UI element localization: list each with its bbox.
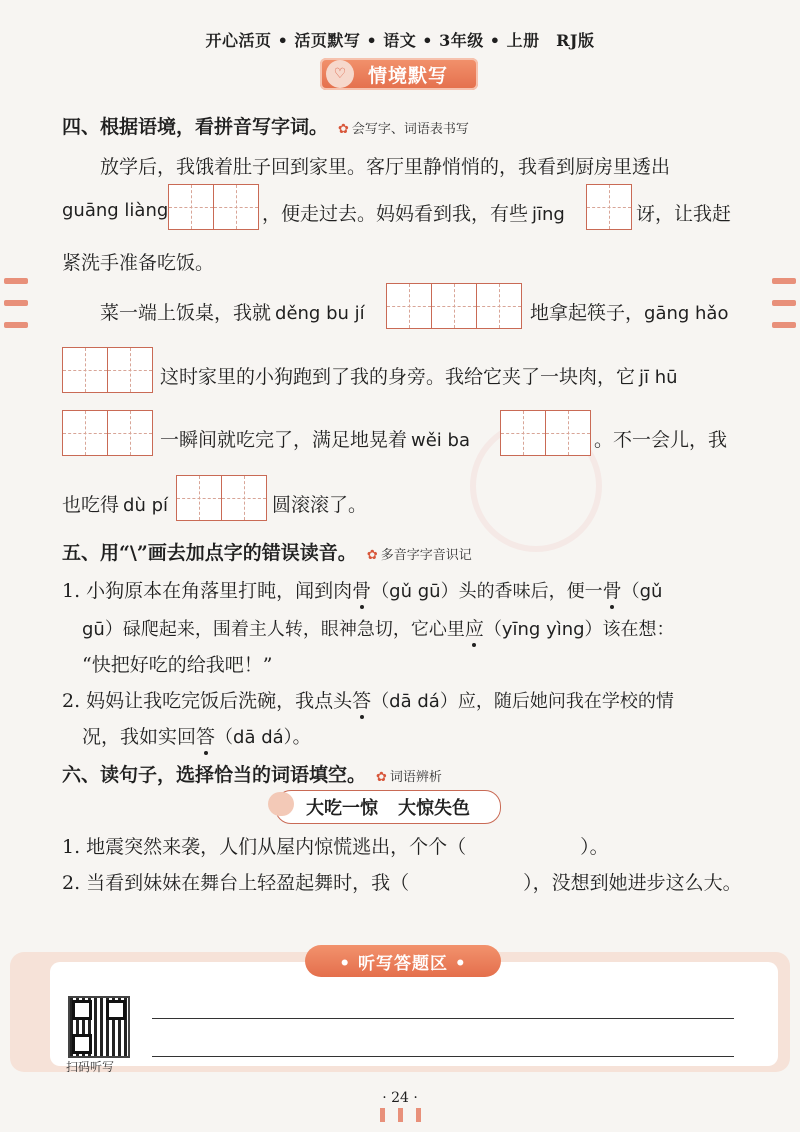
- passage-line-7b: 圆滚滚了。: [272, 494, 368, 516]
- side-mark: [772, 278, 796, 284]
- banner-title: 情境默写: [368, 64, 449, 87]
- q5-item-1b: gū）碌爬起来，围着主人转，眼神急切，它心里应（yīng yìng）该在想：: [82, 618, 675, 640]
- side-mark: [772, 322, 796, 328]
- passage-line-6: 一瞬间就吃完了，满足地晃着 wěi ba: [160, 429, 470, 451]
- page-mark: [380, 1108, 385, 1122]
- listen-panel-inner: [50, 962, 778, 1066]
- answer-grid-ganghao[interactable]: [62, 347, 153, 393]
- page-mark: [416, 1108, 421, 1122]
- section6-title: 六、读句子，选择恰当的词语填空。 ✿ 词语辨析: [62, 764, 442, 786]
- passage-line-3: 紧洗手准备吃饭。: [62, 252, 215, 274]
- section4-tag: ✿ 会写字、词语表书写: [338, 122, 469, 137]
- q5-item-2: 2. 妈妈让我吃完饭后洗碗，我点头答（dā dá）应，随后她问我在学校的情: [62, 690, 674, 712]
- section4-title: 四、根据语境，看拼音写字词。 ✿ 会写字、词语表书写: [62, 116, 469, 138]
- q5-item-1: 1. 小狗原本在角落里打盹，闻到肉骨（gǔ gū）头的香味后，便一骨（gǔ: [62, 580, 663, 602]
- q5-item-1c: “快把好吃的给我吧！”: [82, 654, 273, 676]
- qr-code-icon[interactable]: [68, 996, 130, 1058]
- passage-line-2: guāng liàng: [62, 200, 169, 221]
- listen-title: • 听写答题区 •: [305, 945, 501, 977]
- page-header: 开心活页 • 活页默写 • 语文 • 3年级 • 上册 RJ版: [205, 31, 595, 50]
- choice-word-1: 大吃一惊: [306, 798, 378, 819]
- answer-grid-jing[interactable]: [586, 184, 632, 230]
- q6-item-2: 2. 当看到妹妹在舞台上轻盈起舞时，我（ ），没想到她进步这么大。: [62, 872, 742, 894]
- section-banner: [320, 58, 478, 90]
- section5-tag: ✿ 多音字字音识记: [366, 548, 472, 563]
- passage-line-6b: 。不一会儿，我: [594, 429, 728, 451]
- passage-line-4b: 地拿起筷子，gāng hǎo: [530, 302, 729, 324]
- passage-line-4: 菜一端上饭桌，我就 děng bu jí: [100, 302, 365, 324]
- passage-line-1: 放学后，我饿着肚子回到家里。客厅里静悄悄的，我看到厨房里透出: [100, 156, 671, 178]
- heart-icon: ♡: [326, 60, 354, 88]
- star-icon: ✿: [338, 122, 349, 137]
- passage-line-7: 也吃得 dù pí: [62, 494, 168, 516]
- star-icon: ✿: [376, 770, 387, 785]
- answer-grid-guangliang[interactable]: [168, 184, 259, 230]
- q5-item-2b: 况，我如实回答（dā dá）。: [82, 726, 311, 748]
- word-choice-box: [275, 790, 501, 824]
- side-mark: [4, 278, 28, 284]
- qr-label: 扫码听写: [66, 1060, 115, 1074]
- section5-title: 五、用“\”画去加点字的错误读音。 ✿ 多音字字音识记: [62, 542, 472, 564]
- side-mark: [4, 322, 28, 328]
- page-mark: [398, 1108, 403, 1122]
- page-number: · 24 ·: [382, 1090, 418, 1106]
- answer-grid-weiba[interactable]: [500, 410, 591, 456]
- section6-tag: ✿ 词语辨析: [376, 770, 442, 785]
- q6-item-1: 1. 地震突然来袭，人们从屋内惊慌逃出，个个（ ）。: [62, 836, 609, 858]
- side-mark: [772, 300, 796, 306]
- choice-word-2: 大惊失色: [398, 798, 470, 819]
- passage-line-2c: 讶，让我赶: [636, 203, 732, 225]
- answer-grid-jihu[interactable]: [62, 410, 153, 456]
- answer-grid-dupi[interactable]: [176, 475, 267, 521]
- passage-line-2b: ，便走过去。妈妈看到我，有些 jīng: [262, 203, 565, 225]
- passage-line-5: 这时家里的小狗跑到了我的身旁。我给它夹了一块肉，它 jī hū: [160, 366, 678, 388]
- answer-grid-dengbuji[interactable]: [386, 283, 522, 329]
- writing-line-1[interactable]: [152, 1018, 734, 1019]
- writing-line-2[interactable]: [152, 1056, 734, 1057]
- hand-icon: [268, 792, 294, 816]
- star-icon: ✿: [366, 548, 378, 563]
- side-mark: [4, 300, 28, 306]
